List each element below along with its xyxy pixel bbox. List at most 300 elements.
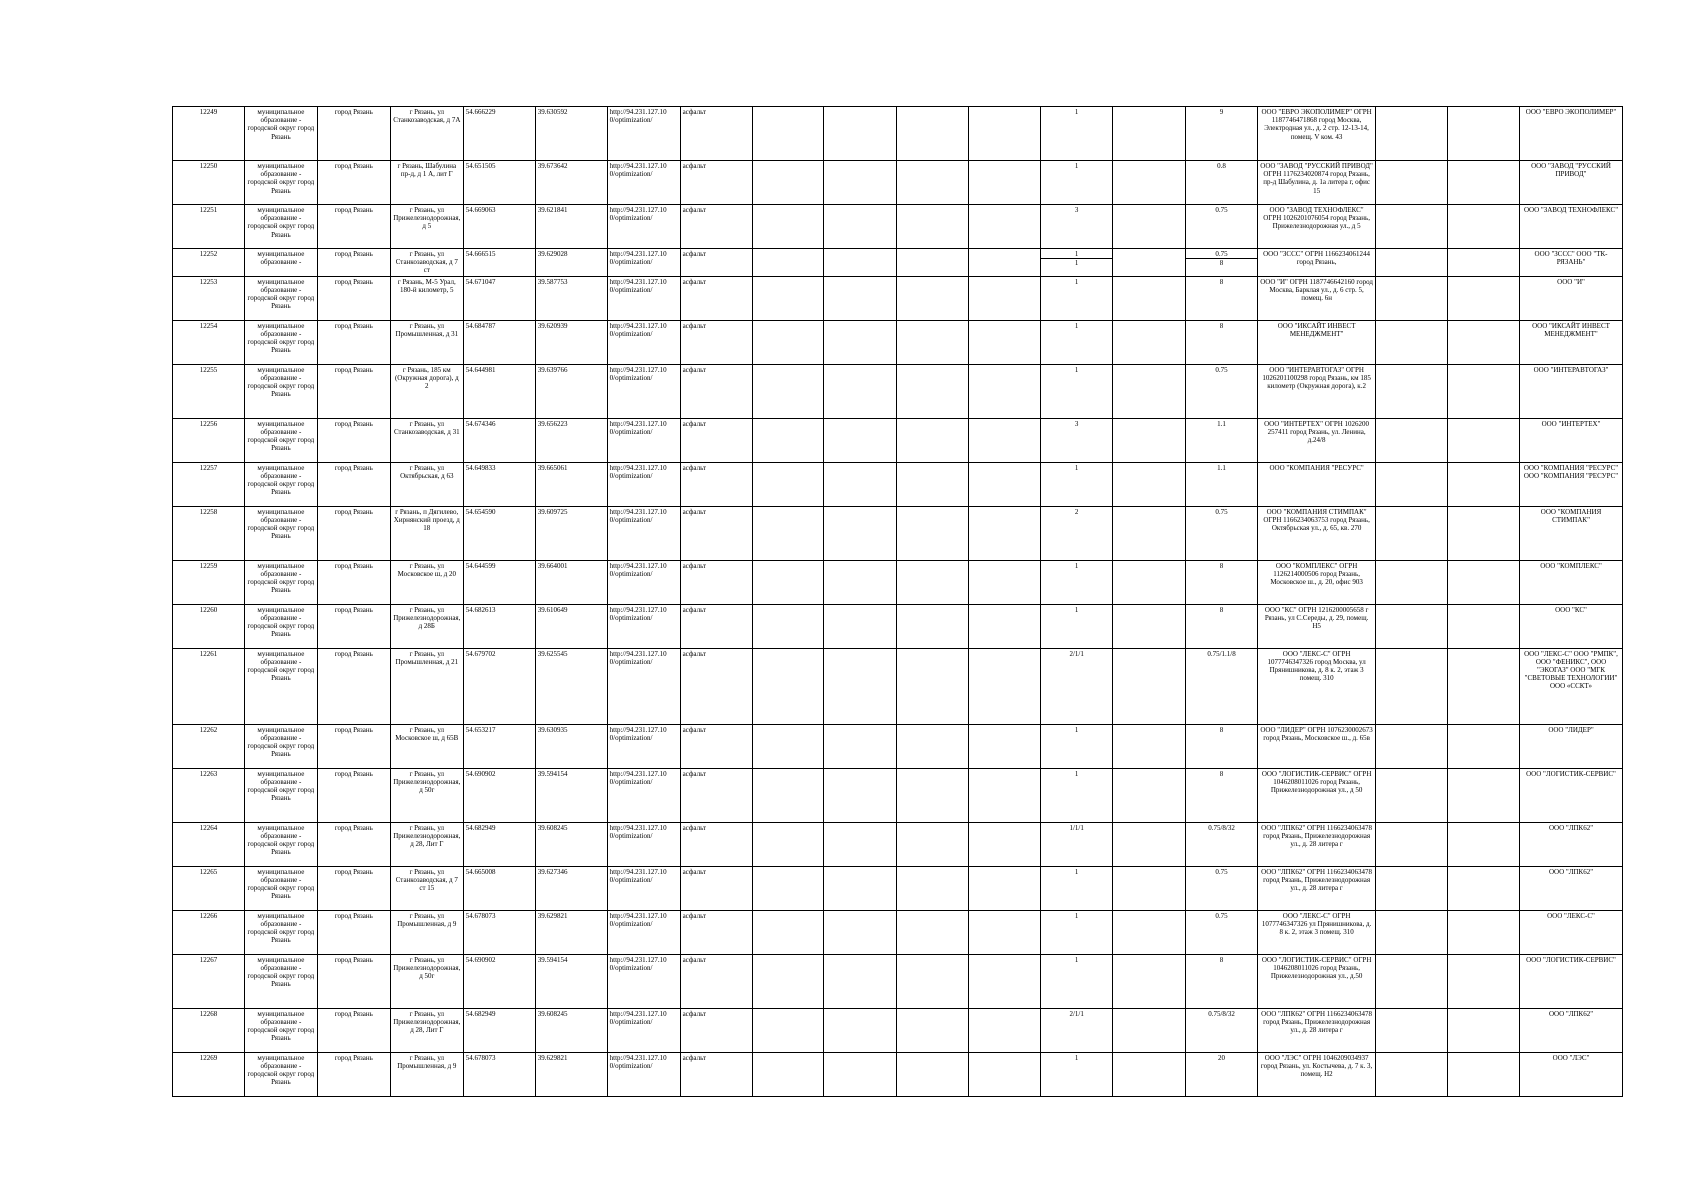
cell-empty <box>1113 161 1186 205</box>
cell-city <box>317 604 390 648</box>
cell-url <box>607 910 680 954</box>
cell-empty <box>824 1008 897 1052</box>
cell-text: ООО "ЗАВОД ТЕХНОФЛЕКС" <box>1523 206 1619 214</box>
cell-id <box>173 604 245 648</box>
cell-empty <box>752 1052 824 1096</box>
cell-text: http://94.231.127.10 0/optimization/ <box>609 911 667 928</box>
cell-empty <box>1113 364 1186 418</box>
cell-text: ООО "И" ОГРН 1187746642160 город Москва, Барклая ул., д. 6 стр. 5, помещ. 6н <box>1260 277 1373 303</box>
cell-text: г Рязань, М-5 Урал, 180-й километр, 5 <box>397 277 456 294</box>
cell-text: ООО "ЕВРО ЭКОПОЛИМЕР" <box>1525 108 1617 116</box>
cell-text: ООО "ЛОГИСТИК-СЕРВИС" ОГРН 1046208011026 город Рязань, Прижелезнодорожная ул., д.50 <box>1261 955 1372 981</box>
cell-surface <box>680 418 752 462</box>
cell-text: муниципальное образование - городской округ город Рязань <box>247 419 315 453</box>
cell-id <box>173 954 245 1008</box>
cell-text: http://94.231.127.10 0/optimization/ <box>609 823 667 840</box>
cell-empty <box>969 205 1041 249</box>
cell-empty <box>752 320 824 364</box>
cell-lon <box>535 768 607 822</box>
table-row <box>173 276 1623 320</box>
cell-owner <box>1520 276 1623 320</box>
cell-empty <box>1448 506 1520 560</box>
cell-text: ООО "ЛОГИСТИК-СЕРВИС" ОГРН 1046208011026 город Рязань, Прижелезнодорожная ул., д 50 <box>1261 769 1372 795</box>
cell-city <box>317 462 390 506</box>
cell-text: город Рязань <box>334 206 373 214</box>
cell-id <box>173 866 245 910</box>
cell-mo <box>244 866 317 910</box>
cell-text: г Рязань, ул Прижелезнодорожная, д 50г <box>393 955 461 981</box>
cell-text: 0.75/8/32 <box>1208 823 1235 832</box>
cell-lon <box>535 648 607 724</box>
cell-text: 12265 <box>199 867 218 876</box>
cell-id <box>173 506 245 560</box>
cell-surface <box>680 1052 752 1096</box>
cell-mo <box>244 205 317 249</box>
cell-surface <box>680 560 752 604</box>
cell-volume <box>1186 866 1258 910</box>
cell-org <box>1258 276 1376 320</box>
cell-lon <box>535 1008 607 1052</box>
cell-id <box>173 1008 245 1052</box>
cell-text: 12250 <box>199 162 218 170</box>
cell-text: http://94.231.127.10 0/optimization/ <box>609 277 667 294</box>
cell-empty <box>897 462 969 506</box>
cell-text: асфальт <box>682 250 707 258</box>
cell-surface <box>680 822 752 866</box>
cell-empty <box>969 768 1041 822</box>
cell-url <box>607 560 680 604</box>
cell-org <box>1258 205 1376 249</box>
cell-org <box>1258 822 1376 866</box>
cell-text: 39.625545 <box>537 649 568 658</box>
cell-lat <box>463 161 535 205</box>
cell-empty <box>1376 107 1448 161</box>
cell-mo <box>244 1052 317 1096</box>
cell-owner <box>1520 418 1623 462</box>
cell-lon <box>535 161 607 205</box>
cell-mo <box>244 276 317 320</box>
cell-text: http://94.231.127.10 0/optimization/ <box>609 206 667 223</box>
cell-text: 1 <box>1074 321 1079 330</box>
cell-id <box>173 724 245 768</box>
cell-text: http://94.231.127.10 0/optimization/ <box>609 769 667 786</box>
cell-empty <box>1113 604 1186 648</box>
cell-lon <box>535 249 607 277</box>
cell-text: муниципальное образование - городской округ город Рязань <box>247 725 315 759</box>
cell-empty <box>897 768 969 822</box>
cell-empty <box>969 320 1041 364</box>
cell-empty <box>969 648 1041 724</box>
cell-text: ООО "ИНТЕРАВТОГАЗ" <box>1533 365 1609 374</box>
cell-empty <box>752 768 824 822</box>
cell-lat <box>463 768 535 822</box>
cell-volume <box>1186 768 1258 822</box>
cell-text: г Рязань, Шабулина пр-д, д 1 А, лит Г <box>397 162 457 179</box>
cell-text: 12252 <box>199 250 218 258</box>
cell-url <box>607 506 680 560</box>
cell-url <box>607 462 680 506</box>
cell-text: 0.75/8/32 <box>1208 1009 1235 1018</box>
cell-text: ООО "КОМПЛЕКС" ОГРН 1126214000506 город Рязань, Московское ш., д. 20, офис 903 <box>1270 561 1363 587</box>
cell-text: асфальт <box>682 911 707 920</box>
cell-empty <box>969 462 1041 506</box>
cell-lat <box>463 320 535 364</box>
cell-text: город Рязань <box>334 955 373 964</box>
cell-text: 12260 <box>199 605 218 614</box>
cell-empty <box>897 822 969 866</box>
cell-text: асфальт <box>682 769 707 778</box>
cell-org <box>1258 506 1376 560</box>
cell-count <box>1041 768 1113 822</box>
cell-text: 12253 <box>199 277 218 286</box>
cell-empty <box>1448 364 1520 418</box>
cell-lat <box>463 249 535 277</box>
cell-text: 12256 <box>199 419 218 428</box>
cell-text: 39.656223 <box>537 419 568 428</box>
cell-addr <box>390 560 463 604</box>
cell-text: 1/1/1 <box>1069 823 1084 832</box>
cell-empty <box>1376 768 1448 822</box>
cell-text: 12263 <box>199 769 218 778</box>
cell-text: 12268 <box>199 1009 218 1018</box>
cell-owner <box>1520 560 1623 604</box>
cell-owner <box>1520 364 1623 418</box>
cell-volume <box>1186 1008 1258 1052</box>
cell-owner <box>1520 161 1623 205</box>
cell-empty <box>824 910 897 954</box>
cell-city <box>317 205 390 249</box>
cell-empty <box>1448 910 1520 954</box>
cell-text: асфальт <box>682 649 707 658</box>
cell-text: город Рязань <box>334 867 373 876</box>
cell-text: 1 <box>1074 108 1079 116</box>
cell-empty <box>1448 205 1520 249</box>
cell-text: город Рязань <box>334 277 373 286</box>
cell-text: 1 <box>1074 955 1079 964</box>
cell-addr <box>390 462 463 506</box>
cell-url <box>607 866 680 910</box>
cell-text: 12257 <box>199 463 218 472</box>
cell-count <box>1041 648 1113 724</box>
cell-city <box>317 724 390 768</box>
cell-empty <box>897 1052 969 1096</box>
cell-url <box>607 822 680 866</box>
cell-text: 54.649833 <box>465 463 496 472</box>
cell-text: 12267 <box>199 955 218 964</box>
cell-empty <box>1113 418 1186 462</box>
cell-empty <box>1376 364 1448 418</box>
cell-text: муниципальное образование - городской округ город Рязань <box>247 277 315 311</box>
cell-empty <box>1113 462 1186 506</box>
cell-mo <box>244 954 317 1008</box>
cell-empty <box>824 276 897 320</box>
cell-empty <box>824 320 897 364</box>
cell-text: 3 <box>1074 419 1079 428</box>
cell-volume <box>1186 462 1258 506</box>
cell-empty <box>824 560 897 604</box>
cell-text: муниципальное образование - городской округ город Рязань <box>247 365 315 399</box>
cell-empty <box>969 724 1041 768</box>
cell-empty <box>752 205 824 249</box>
cell-text: асфальт <box>682 365 707 374</box>
cell-text: ООО "ИКСАЙТ ИНВЕСТ МЕНЕДЖМЕНТ" <box>1532 321 1610 338</box>
cell-org <box>1258 910 1376 954</box>
cell-mo <box>244 506 317 560</box>
cell-text: 1.1 <box>1217 419 1226 428</box>
cell-id <box>173 205 245 249</box>
table-row <box>173 462 1623 506</box>
cell-surface <box>680 320 752 364</box>
cell-url <box>607 768 680 822</box>
cell-empty <box>897 205 969 249</box>
cell-text: 8 <box>1219 725 1224 734</box>
cell-city <box>317 249 390 277</box>
cell-empty <box>897 418 969 462</box>
cell-url <box>607 276 680 320</box>
cell-text: 54.682949 <box>465 1009 496 1018</box>
cell-url <box>607 724 680 768</box>
cell-count <box>1041 822 1113 866</box>
cell-volume <box>1186 604 1258 648</box>
cell-text: ООО "КОМПЛЕКС" <box>1540 561 1602 570</box>
cell-text: город Рязань <box>334 561 373 570</box>
cell-text: город Рязань <box>334 725 373 734</box>
cell-empty <box>752 249 824 277</box>
cell-empty <box>1376 910 1448 954</box>
cell-city <box>317 910 390 954</box>
cell-city <box>317 418 390 462</box>
cell-text: 12261 <box>199 649 218 658</box>
cell-text: 39.608245 <box>537 1009 568 1018</box>
cell-lon <box>535 724 607 768</box>
cell-lat <box>463 866 535 910</box>
cell-surface <box>680 462 752 506</box>
cell-empty <box>897 954 969 1008</box>
cell-addr <box>390 648 463 724</box>
cell-text: ООО "ЛПК62" <box>1548 867 1594 876</box>
cell-lon <box>535 822 607 866</box>
cell-text: 1 <box>1074 725 1079 734</box>
cell-addr <box>390 1052 463 1096</box>
cell-text: город Рязань <box>334 365 373 374</box>
cell-lat <box>463 205 535 249</box>
cell-empty <box>824 506 897 560</box>
cell-addr <box>390 954 463 1008</box>
cell-text: 1 <box>1074 463 1079 472</box>
cell-text: http://94.231.127.10 0/optimization/ <box>609 725 667 742</box>
cell-empty <box>1448 249 1520 277</box>
cell-text: 0.75/1.1/8 <box>1207 649 1236 658</box>
cell-surface <box>680 107 752 161</box>
cell-empty <box>1113 506 1186 560</box>
cell-addr <box>390 910 463 954</box>
cell-empty <box>897 648 969 724</box>
cell-surface <box>680 161 752 205</box>
table-row <box>173 768 1623 822</box>
cell-empty <box>969 1052 1041 1096</box>
cell-owner <box>1520 107 1623 161</box>
cell-lon <box>535 276 607 320</box>
cell-empty <box>752 506 824 560</box>
cell-text: 1 <box>1074 911 1079 920</box>
cell-empty <box>1376 1008 1448 1052</box>
cell-text: г Рязань, ул Промышленная, д 9 <box>397 911 457 928</box>
cell-org <box>1258 161 1376 205</box>
cell-empty <box>897 866 969 910</box>
cell-text: 1 <box>1074 867 1079 876</box>
cell-url <box>607 107 680 161</box>
container-sites-table <box>172 106 1623 1097</box>
cell-lat <box>463 560 535 604</box>
cell-id <box>173 768 245 822</box>
cell-text: г Рязань, п Дягилево, Хирнянский проезд, д 18 <box>393 507 460 533</box>
cell-owner <box>1520 910 1623 954</box>
cell-owner <box>1520 1052 1623 1096</box>
cell-lon <box>535 910 607 954</box>
table-row <box>173 910 1623 954</box>
cell-text: 39.639766 <box>537 365 568 374</box>
cell-org <box>1258 866 1376 910</box>
cell-empty <box>824 1052 897 1096</box>
cell-org <box>1258 724 1376 768</box>
cell-volume <box>1186 724 1258 768</box>
cell-text: http://94.231.127.10 0/optimization/ <box>609 867 667 884</box>
cell-text: асфальт <box>682 277 707 286</box>
cell-text-second: 1 <box>1041 258 1112 267</box>
cell-city <box>317 768 390 822</box>
cell-text: 39.627346 <box>537 867 568 876</box>
cell-addr <box>390 205 463 249</box>
cell-empty <box>897 249 969 277</box>
cell-empty <box>1113 1052 1186 1096</box>
cell-lon <box>535 604 607 648</box>
cell-empty <box>752 107 824 161</box>
cell-count <box>1041 506 1113 560</box>
cell-city <box>317 506 390 560</box>
cell-empty <box>1376 418 1448 462</box>
cell-lat <box>463 910 535 954</box>
cell-text: 54.678073 <box>465 1053 496 1062</box>
cell-volume <box>1186 276 1258 320</box>
table-row <box>173 320 1623 364</box>
cell-owner <box>1520 506 1623 560</box>
cell-empty <box>969 954 1041 1008</box>
cell-text: г Рязань, ул Прижелезнодорожная, д 5 <box>393 206 461 231</box>
cell-org <box>1258 462 1376 506</box>
cell-empty <box>1113 107 1186 161</box>
cell-count <box>1041 1008 1113 1052</box>
table-row <box>173 724 1623 768</box>
cell-text: 8 <box>1219 605 1224 614</box>
cell-city <box>317 107 390 161</box>
cell-empty <box>824 418 897 462</box>
cell-text: 12255 <box>199 365 218 374</box>
cell-owner <box>1520 249 1623 277</box>
cell-empty <box>1448 418 1520 462</box>
cell-mo <box>244 768 317 822</box>
cell-text: город Рязань <box>334 507 373 516</box>
cell-text: город Рязань <box>334 162 373 170</box>
cell-text: г Рязань, ул Станкозаводская, д 31 <box>393 419 460 436</box>
cell-empty <box>1448 462 1520 506</box>
cell-empty <box>752 604 824 648</box>
cell-lon <box>535 866 607 910</box>
cell-text: муниципальное образование - городской округ город Рязань <box>247 1053 315 1087</box>
cell-text: ООО "ИНТЕРАВТОГАЗ" ОГРН 1026201100298 город Рязань, км 185 километр (Окружная дорога), к.2 <box>1262 365 1371 391</box>
cell-city <box>317 560 390 604</box>
cell-owner <box>1520 954 1623 1008</box>
cell-text: 1 <box>1074 162 1079 170</box>
table-row <box>173 1008 1623 1052</box>
cell-text: 39.629821 <box>537 1053 568 1062</box>
cell-id <box>173 107 245 161</box>
cell-id <box>173 320 245 364</box>
cell-empty <box>897 364 969 418</box>
cell-addr <box>390 724 463 768</box>
cell-empty <box>969 276 1041 320</box>
cell-empty <box>897 1008 969 1052</box>
cell-id <box>173 462 245 506</box>
cell-text: ООО "ИНТЕРТЕХ" ОГРН 1026200 257411 город Рязань, ул. Ленина, д.24/8 <box>1264 419 1370 445</box>
cell-empty <box>969 910 1041 954</box>
cell-url <box>607 1052 680 1096</box>
cell-empty <box>1376 954 1448 1008</box>
cell-empty <box>897 910 969 954</box>
cell-empty <box>824 364 897 418</box>
cell-city <box>317 822 390 866</box>
cell-text: http://94.231.127.10 0/optimization/ <box>609 162 667 179</box>
cell-lat <box>463 506 535 560</box>
cell-text: асфальт <box>682 108 707 116</box>
cell-text: 0.75 <box>1215 507 1228 516</box>
cell-text: 54.674346 <box>465 419 496 428</box>
cell-text: 0.75 <box>1215 206 1228 214</box>
cell-surface <box>680 205 752 249</box>
cell-text: муниципальное образование - городской округ город Рязань <box>247 649 315 683</box>
cell-text: 54.690902 <box>465 769 496 778</box>
table-body <box>173 107 1623 1097</box>
cell-lon <box>535 107 607 161</box>
cell-lon <box>535 418 607 462</box>
cell-text: ООО "ЛЕКС-С" ОГРН 1077746347326 ул Прянишникова, д. 8 к. 2, этаж 3 помещ. 310 <box>1261 911 1372 937</box>
cell-text: город Рязань <box>334 1053 373 1062</box>
cell-url <box>607 648 680 724</box>
cell-volume <box>1186 249 1258 277</box>
cell-text: г Рязань, ул Промышленная, д 21 <box>395 649 459 666</box>
cell-empty <box>1376 604 1448 648</box>
table-row <box>173 107 1623 161</box>
cell-text: 54.669063 <box>465 206 496 214</box>
cell-text: 12266 <box>199 911 218 920</box>
cell-id <box>173 276 245 320</box>
cell-text: г Рязань, 185 км (Окружная дорога), д 2 <box>394 365 459 391</box>
cell-text: муниципальное образование - городской округ город Рязань <box>247 823 315 857</box>
cell-text: муниципальное образование - городской округ город Рязань <box>247 463 315 497</box>
cell-count <box>1041 724 1113 768</box>
cell-text: асфальт <box>682 561 707 570</box>
cell-empty <box>752 724 824 768</box>
cell-text: муниципальное образование - городской округ город Рязань <box>247 162 315 195</box>
cell-text: 3 <box>1074 206 1079 214</box>
cell-empty <box>897 276 969 320</box>
cell-empty <box>969 1008 1041 1052</box>
cell-addr <box>390 418 463 462</box>
cell-empty <box>1113 866 1186 910</box>
cell-org <box>1258 418 1376 462</box>
cell-text: город Рязань <box>334 250 373 258</box>
cell-empty <box>824 648 897 724</box>
cell-text: муниципальное образование - городской округ город Рязань <box>247 769 315 803</box>
